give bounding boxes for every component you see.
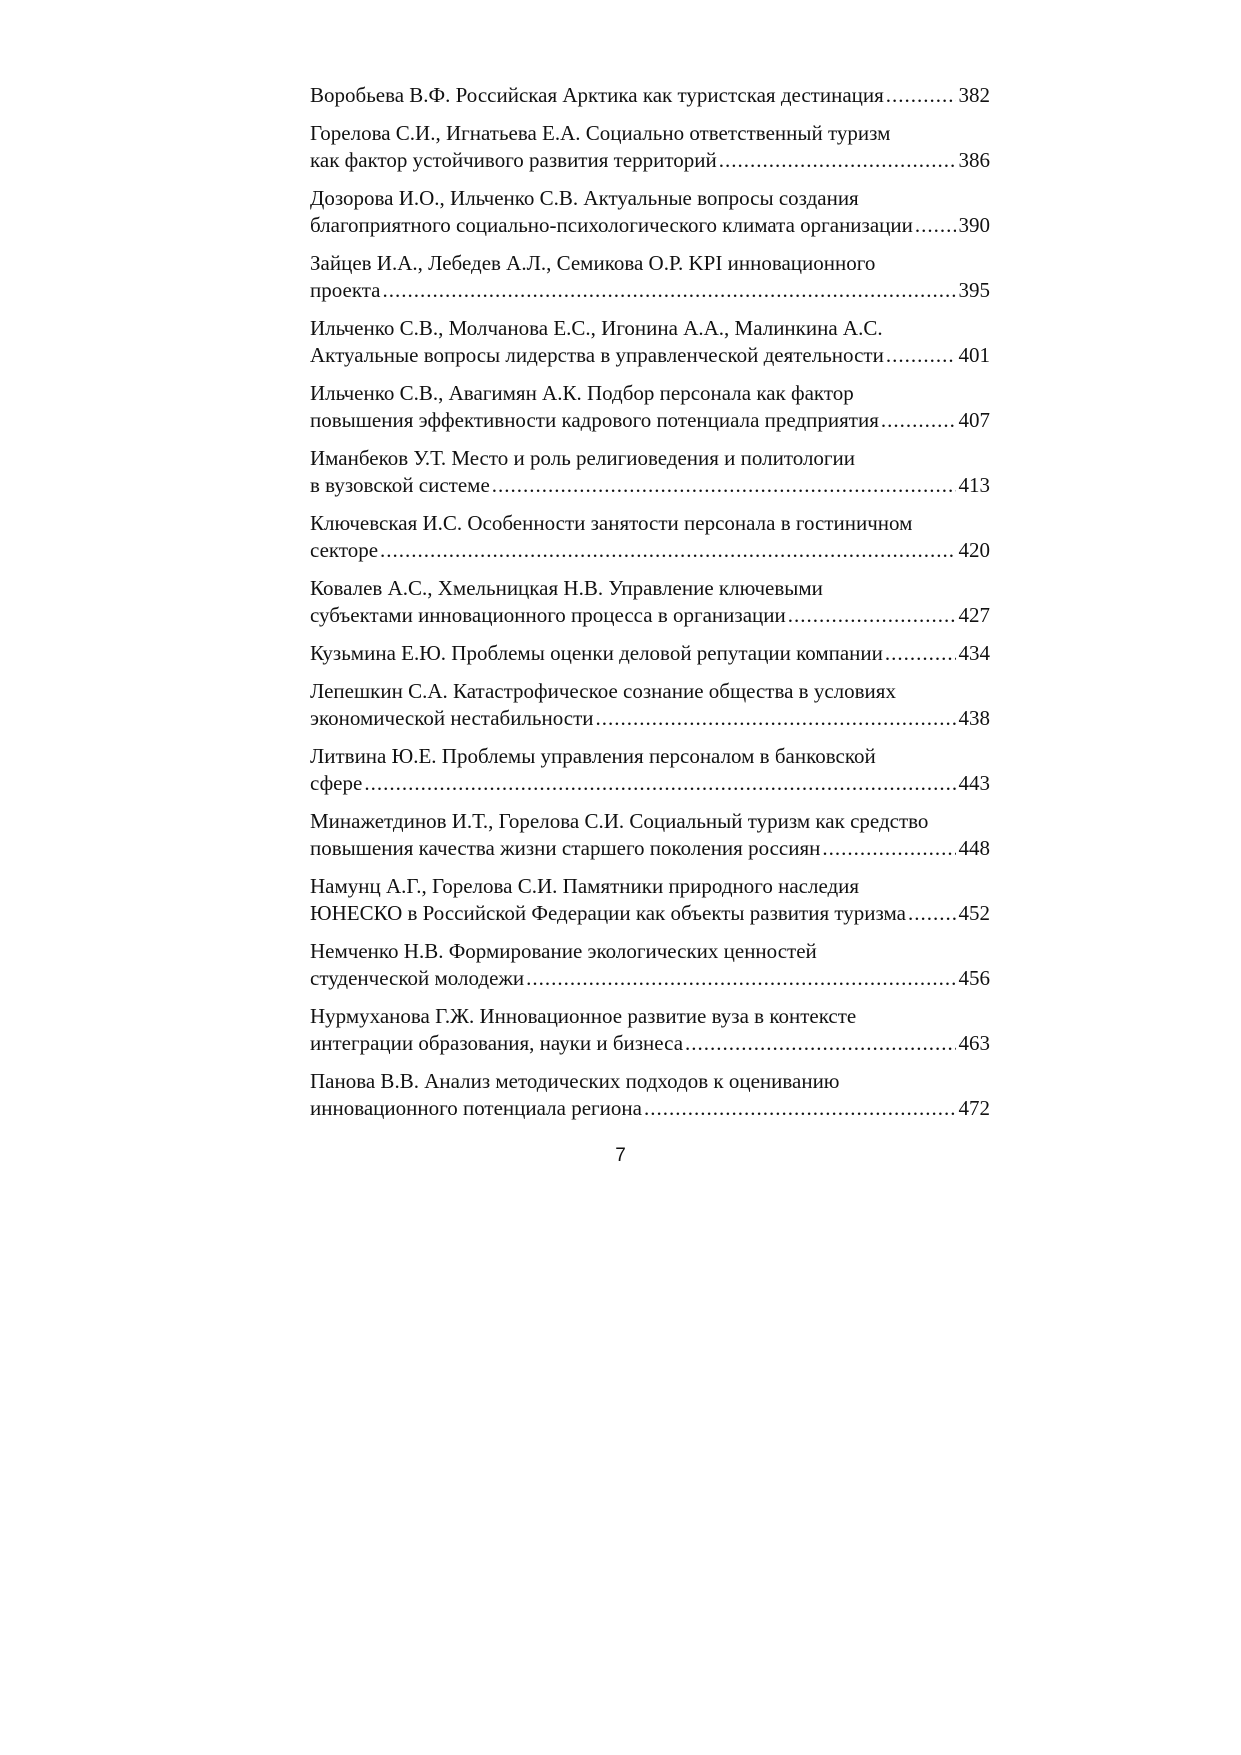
toc-entry-page-number: 427 — [958, 603, 990, 627]
toc-entry-last-line — [310, 770, 990, 797]
toc-dot-leader — [685, 1030, 955, 1057]
toc-entry-title-end: сфере — [310, 771, 363, 795]
toc-dot-leader — [881, 407, 956, 434]
toc-entry-title-end: ЮНЕСКО в Российской Федерации как объекты развития туризма — [310, 901, 906, 925]
toc-entry-page-number: 452 — [958, 901, 990, 925]
toc-entry-title-end: секторе — [310, 538, 379, 562]
toc-entry-title-end: повышения эффективности кадрового потенциала предприятия — [310, 408, 879, 432]
table-of-contents — [310, 82, 990, 1133]
toc-entry-title-line: Немченко Н.В. Формирование экологических ценностей — [310, 939, 817, 963]
toc-entry-last-line — [310, 1095, 990, 1122]
toc-entry-page-number: 472 — [958, 1096, 990, 1120]
toc-entry-last-line — [310, 147, 990, 174]
toc-entry-title-end: субъектами инновационного процесса в организации — [310, 603, 786, 627]
toc-entry-last-line — [310, 82, 990, 109]
toc-entry-page-number: 401 — [958, 343, 990, 367]
toc-entry-title-end: в вузовской системе — [310, 473, 490, 497]
toc-entry-title-line: Минажетдинов И.Т., Горелова С.И. Социальный туризм как средство — [310, 809, 929, 833]
toc-dot-leader — [380, 537, 955, 564]
toc-entry — [310, 510, 990, 564]
toc-dot-leader — [596, 705, 956, 732]
toc-entry-last-line — [310, 835, 990, 862]
toc-entry-last-line — [310, 640, 990, 667]
toc-dot-leader — [908, 900, 956, 927]
toc-entry-last-line — [310, 602, 990, 629]
toc-entry — [310, 380, 990, 434]
toc-entry — [310, 82, 990, 109]
toc-entry-title-end: интеграции образования, науки и бизнеса — [310, 1031, 684, 1055]
toc-entry-title-line: Зайцев И.А., Лебедев А.Л., Семикова О.Р. KPI инновационного — [310, 251, 876, 275]
toc-entry-title-line: Ключевская И.С. Особенности занятости персонала в гостиничном — [310, 511, 913, 535]
toc-entry-title-line: Лепешкин С.А. Катастрофическое сознание общества в условиях — [310, 679, 896, 703]
toc-entry-title-line: Литвина Ю.Е. Проблемы управления персоналом в банковской — [310, 744, 876, 768]
toc-entry-title-end: Кузьмина Е.Ю. Проблемы оценки деловой репутации компании — [310, 641, 883, 665]
toc-entry-last-line — [310, 1030, 990, 1057]
toc-entry-title-line: Намунц А.Г., Горелова С.И. Памятники природного наследия — [310, 874, 860, 898]
toc-entry-page-number: 456 — [958, 966, 990, 990]
toc-entry-last-line — [310, 212, 990, 239]
toc-entry — [310, 445, 990, 499]
toc-entry-page-number: 413 — [958, 473, 990, 497]
toc-entry-last-line — [310, 900, 990, 927]
toc-entry-title-end: студенческой молодежи — [310, 966, 525, 990]
toc-entry-title-end: Актуальные вопросы лидерства в управленческой деятельности — [310, 343, 884, 367]
toc-entry-page-number: 407 — [958, 408, 990, 432]
toc-entry-page-number: 382 — [958, 83, 990, 107]
toc-dot-leader — [719, 147, 956, 174]
toc-entry-page-number: 438 — [958, 706, 990, 730]
toc-entry — [310, 1003, 990, 1057]
toc-dot-leader — [886, 342, 956, 369]
toc-entry-title-end: экономической нестабильности — [310, 706, 594, 730]
toc-dot-leader — [915, 212, 956, 239]
toc-entry-page-number: 463 — [958, 1031, 990, 1055]
page-number: 7 — [615, 1145, 626, 1166]
toc-entry-title-end: как фактор устойчивого развития территорий — [310, 148, 717, 172]
toc-entry-title-line: Ильченко С.В., Авагимян А.К. Подбор персонала как фактор — [310, 381, 854, 405]
toc-entry-title-line: Панова В.В. Анализ методических подходов к оцениванию — [310, 1069, 840, 1093]
toc-entry — [310, 1068, 990, 1122]
toc-entry-title-line: Ковалев А.С., Хмельницкая Н.В. Управление ключевыми — [310, 576, 823, 600]
toc-entry-page-number: 434 — [958, 641, 990, 665]
toc-entry — [310, 938, 990, 992]
toc-entry-page-number: 395 — [958, 278, 990, 302]
toc-dot-leader — [383, 277, 956, 304]
toc-entry-page-number: 420 — [958, 538, 990, 562]
toc-entry-last-line — [310, 705, 990, 732]
toc-entry-title-line: Нурмуханова Г.Ж. Инновационное развитие вуза в контексте — [310, 1004, 857, 1028]
toc-dot-leader — [364, 770, 955, 797]
toc-entry — [310, 575, 990, 629]
toc-dot-leader — [526, 965, 955, 992]
toc-entry-page-number: 448 — [958, 836, 990, 860]
toc-entry-title-end: проекта — [310, 278, 381, 302]
toc-entry — [310, 120, 990, 174]
toc-entry-title-line: Ильченко С.В., Молчанова Е.С., Игонина А.А., Малинкина А.С. — [310, 316, 883, 340]
toc-entry — [310, 873, 990, 927]
toc-entry-title-end: повышения качества жизни старшего поколения россиян — [310, 836, 821, 860]
toc-entry-last-line — [310, 965, 990, 992]
toc-entry — [310, 250, 990, 304]
toc-entry — [310, 315, 990, 369]
toc-entry-last-line — [310, 277, 990, 304]
toc-entry-page-number: 390 — [958, 213, 990, 237]
toc-entry-title-end: благоприятного социально-психологического климата организации — [310, 213, 913, 237]
toc-entry — [310, 678, 990, 732]
toc-entry — [310, 640, 990, 667]
toc-entry — [310, 743, 990, 797]
toc-entry-title-line: Дозорова И.О., Ильченко С.В. Актуальные вопросы создания — [310, 186, 859, 210]
toc-entry-last-line — [310, 472, 990, 499]
toc-dot-leader — [788, 602, 956, 629]
toc-dot-leader — [822, 835, 955, 862]
toc-entry-title-end: Воробьева В.Ф. Российская Арктика как туристская дестинация — [310, 83, 884, 107]
toc-dot-leader — [885, 640, 956, 667]
toc-dot-leader — [644, 1095, 956, 1122]
toc-entry-last-line — [310, 342, 990, 369]
toc-entry-page-number: 386 — [958, 148, 990, 172]
toc-entry-page-number: 443 — [958, 771, 990, 795]
toc-dot-leader — [492, 472, 956, 499]
toc-entry-title-line: Иманбеков У.Т. Место и роль религиоведения и политологии — [310, 446, 856, 470]
toc-entry-last-line — [310, 407, 990, 434]
toc-entry — [310, 185, 990, 239]
toc-entry — [310, 808, 990, 862]
toc-dot-leader — [886, 82, 956, 109]
toc-entry-title-end: инновационного потенциала региона — [310, 1096, 642, 1120]
toc-entry-title-line: Горелова С.И., Игнатьева Е.А. Социально ответственный туризм — [310, 121, 891, 145]
toc-entry-last-line — [310, 537, 990, 564]
